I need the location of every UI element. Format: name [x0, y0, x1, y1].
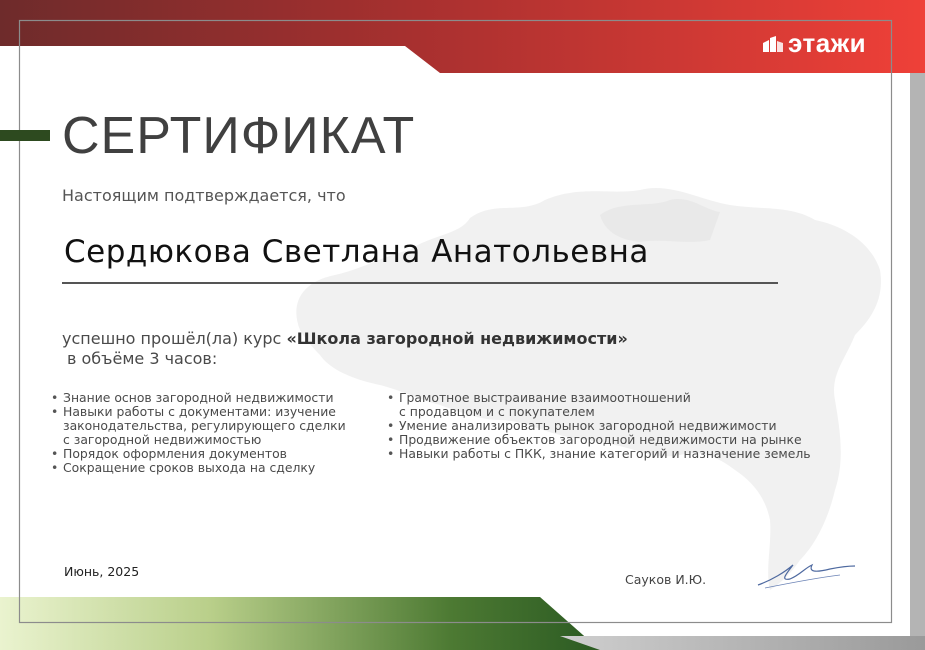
course-hours: в объёме 3 часов:	[67, 349, 218, 368]
skill-item	[51, 405, 346, 447]
skill-item	[387, 391, 811, 419]
skill-item	[387, 433, 811, 447]
skill-text: Знание основ загородной недвижимости	[63, 390, 334, 405]
top-strip	[0, 0, 925, 5]
skill-item	[51, 391, 346, 405]
footer-grey-strip	[560, 636, 925, 650]
skill-text: Умение анализировать рынок загородной недвижимости	[399, 418, 777, 434]
certificate-title: СЕРТИФИКАТ	[62, 107, 416, 165]
skill-text: Порядок оформления документов	[63, 446, 287, 462]
course-prefix: успешно прошёл(ла) курс	[62, 329, 287, 348]
skill-text: Сокращение сроков выхода на сделку	[63, 460, 316, 476]
brand-logo	[762, 28, 866, 59]
building-icon	[762, 35, 784, 53]
skills-list-right	[387, 391, 811, 461]
skill-item	[51, 461, 346, 475]
skill-text: Навыки работы с ПКК, знание категорий и назначение земель	[399, 446, 811, 462]
skill-item	[387, 447, 811, 461]
certificate-subtitle: Настоящим подтверждается, что	[62, 186, 346, 205]
title-accent-bar	[0, 130, 50, 141]
skill-item	[51, 447, 346, 461]
skill-text: Навыки работы с документами: изучение законодательства, регулирующего сделки с загородной недвижимостью	[63, 404, 346, 448]
course-name: «Школа загородной недвижимости»	[286, 329, 628, 348]
recipient-name: Сердюкова Светлана Анатольевна	[64, 234, 649, 270]
skill-text: Грамотное выстраивание взаимоотношений с продавцом и с покупателем	[399, 390, 691, 420]
right-edge	[910, 73, 925, 640]
skill-text: Продвижение объектов загородной недвижимости на рынке	[399, 432, 802, 448]
skills-list-left	[51, 391, 346, 476]
name-underline	[62, 282, 778, 284]
issue-date: Июнь, 2025	[64, 564, 140, 579]
signer-name: Сауков И.Ю.	[625, 572, 707, 587]
footer-band	[0, 597, 600, 650]
logo-text: этажи	[788, 28, 867, 58]
course-line	[62, 329, 628, 348]
skill-item	[387, 419, 811, 433]
